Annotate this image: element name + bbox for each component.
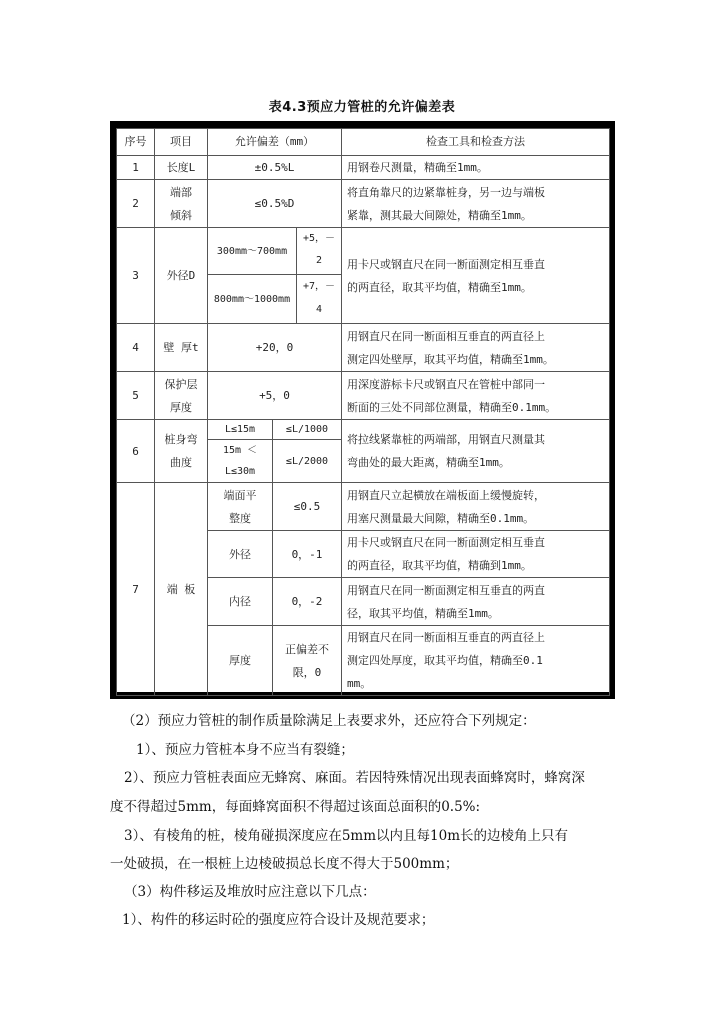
cell-method <box>342 420 610 483</box>
cell-no: 2 <box>117 180 155 228</box>
subrange-tolerance <box>296 275 341 323</box>
tol-line: 正偏差不 <box>285 642 329 656</box>
method-line: 径，取其平均值，精确至1mm。 <box>347 606 499 620</box>
subitem-line: 端面平 <box>223 488 257 502</box>
cell-method <box>342 483 610 531</box>
tol-line: 2 <box>315 255 323 266</box>
cell-method <box>342 228 610 324</box>
range-line: L≤30m <box>224 466 256 477</box>
header-method: 检查工具和检查方法 <box>342 129 610 156</box>
cell-subitem <box>208 483 273 531</box>
item-line: 保护层 <box>164 377 198 391</box>
method-line: 将拉线紧靠桩的两端部，用钢直尺测量其 <box>347 433 545 446</box>
cell-no: 3 <box>117 228 155 324</box>
cell-subtolerance <box>273 626 342 696</box>
cell-subtolerance: ≤0.5 <box>273 483 342 531</box>
cell-subtolerance: 0，-2 <box>273 578 342 626</box>
cell-subrange <box>208 275 342 324</box>
method-line: 的两直径，取其平均值，精确至1mm。 <box>347 280 532 294</box>
cell-no: 5 <box>117 372 155 420</box>
cell-method <box>342 626 610 696</box>
header-no: 序号 <box>117 129 155 156</box>
cell-item: 壁 厚t <box>155 324 208 372</box>
cell-subtolerance: ≤L/1000 <box>273 420 342 440</box>
subitem-line: 整度 <box>229 511 251 525</box>
method-line: 测定四处壁厚，取其平均值，精确至1mm。 <box>347 352 554 366</box>
method-line: 用卡尺或钢直尺在同一断面测定相互垂直 <box>347 257 545 271</box>
cell-item: 长度L <box>155 156 208 180</box>
cell-no: 1 <box>117 156 155 180</box>
method-line: 用卡尺或钢直尺在同一断面测定相互垂直 <box>347 536 545 549</box>
cell-subtolerance: ≤L/2000 <box>273 440 342 483</box>
cell-subitem: 厚度 <box>208 626 273 696</box>
cell-subrange <box>208 440 273 483</box>
paragraph-edge-a: 3）、有棱角的桩，棱角碰损深度应在5mm以内且每10m长的边棱角上只有 <box>124 828 569 844</box>
table-row <box>117 483 610 531</box>
cell-subrange: L≤15m <box>208 420 273 440</box>
cell-no: 6 <box>117 420 155 483</box>
cell-subitem: 内径 <box>208 578 273 626</box>
cell-tolerance: ≤0.5%D <box>208 180 342 228</box>
subrange-tolerance <box>296 228 341 274</box>
subrange-label: 800mm～1000mm <box>213 293 291 305</box>
method-line: 用深度游标卡尺或钢直尺在管桩中部同一 <box>347 377 545 391</box>
method-line: 用钢直尺立起横放在端板面上缓慢旋转， <box>347 488 545 502</box>
method-line: 将直角靠尺的边紧靠桩身，另一边与端板 <box>347 185 545 199</box>
cell-subrange <box>208 228 342 275</box>
item-line: 曲度 <box>170 456 192 469</box>
paragraph-honeycomb-b: 度不得超过5mm，每面蜂窝面积不得超过该面总面积的0.5%: <box>110 799 481 815</box>
cell-method <box>342 324 610 372</box>
paragraph-quality: （2）预应力管桩的制作质量除满足上表要求外，还应符合下列规定： <box>122 713 536 729</box>
method-line: 用塞尺测量最大间隙，精确至0.1mm。 <box>347 511 535 525</box>
item-line: 端部 <box>170 185 192 199</box>
header-item: 项目 <box>155 129 208 156</box>
cell-subitem: 外径 <box>208 531 273 578</box>
cell-item: 端 板 <box>155 483 208 696</box>
cell-no: 4 <box>117 324 155 372</box>
tol-line: 限，0 <box>292 665 322 679</box>
cell-method: 用钢卷尺测量，精确至1mm。 <box>342 156 610 180</box>
paragraph-honeycomb-a: 2）、预应力管桩表面应无蜂窝、麻面。若因特殊情况出现表面蜂窝时，蜂窝深 <box>124 770 585 786</box>
method-line: 用钢直尺在同一断面相互垂直的两直径上 <box>347 631 545 644</box>
cell-item <box>155 180 208 228</box>
method-line: 弯曲处的最大距离，精确至1mm。 <box>347 456 510 469</box>
table-row <box>117 324 610 372</box>
item-line: 桩身弯 <box>164 433 198 446</box>
method-line: 测定四处厚度，取其平均值，精确至0.1 <box>347 654 543 667</box>
cell-item: 外径D <box>155 228 208 324</box>
range-line: 15m ＜ <box>222 445 258 456</box>
table-row <box>117 228 610 275</box>
table-row <box>117 420 610 440</box>
method-line: 的两直径，取其平均值，精确到1mm。 <box>347 559 532 572</box>
paragraph-no-crack: 1）、预应力管桩本身不应当有裂缝； <box>136 742 354 758</box>
item-line: 倾斜 <box>170 208 192 222</box>
cell-method <box>342 372 610 420</box>
table-title: 表4.3预应力管桩的允许偏差表 <box>268 100 456 115</box>
cell-tolerance: +20，0 <box>208 324 342 372</box>
cell-item <box>155 420 208 483</box>
tol-line: 4 <box>315 304 323 315</box>
paragraph-concrete-strength: 1）、构件的移运时砼的强度应符合设计及规范要求； <box>122 912 435 928</box>
tol-line: +7，－ <box>302 281 336 292</box>
item-line: 厚度 <box>170 400 192 414</box>
table-header-row <box>117 129 610 156</box>
method-line: 断面的三处不同部位测量，精确至0.1mm。 <box>347 400 557 414</box>
cell-tolerance: ±0.5%L <box>208 156 342 180</box>
method-line: 紧靠，测其最大间隙处，精确至1mm。 <box>347 208 532 222</box>
table-row <box>117 372 610 420</box>
tol-line: +5，－ <box>302 233 336 244</box>
method-line: 用钢直尺在同一断面测定相互垂直的两直 <box>347 583 545 597</box>
cell-item <box>155 372 208 420</box>
cell-tolerance: +5，0 <box>208 372 342 420</box>
paragraph-edge-b: 一处破损，在一根桩上边棱破损总长度不得大于500mm； <box>110 856 459 872</box>
subrange-label: 300mm～700mm <box>216 245 288 257</box>
table-row <box>117 180 610 228</box>
cell-method <box>342 578 610 626</box>
method-line: mm。 <box>347 677 372 690</box>
cell-method <box>342 180 610 228</box>
header-tolerance: 允许偏差（mm） <box>208 129 342 156</box>
tolerance-table <box>116 128 610 696</box>
table-row <box>117 156 610 180</box>
method-line: 用钢直尺在同一断面相互垂直的两直径上 <box>347 329 545 343</box>
cell-no: 7 <box>117 483 155 696</box>
cell-subtolerance: 0，-1 <box>273 531 342 578</box>
paragraph-transport: （3）构件移运及堆放时应注意以下几点： <box>124 884 376 900</box>
cell-method <box>342 531 610 578</box>
